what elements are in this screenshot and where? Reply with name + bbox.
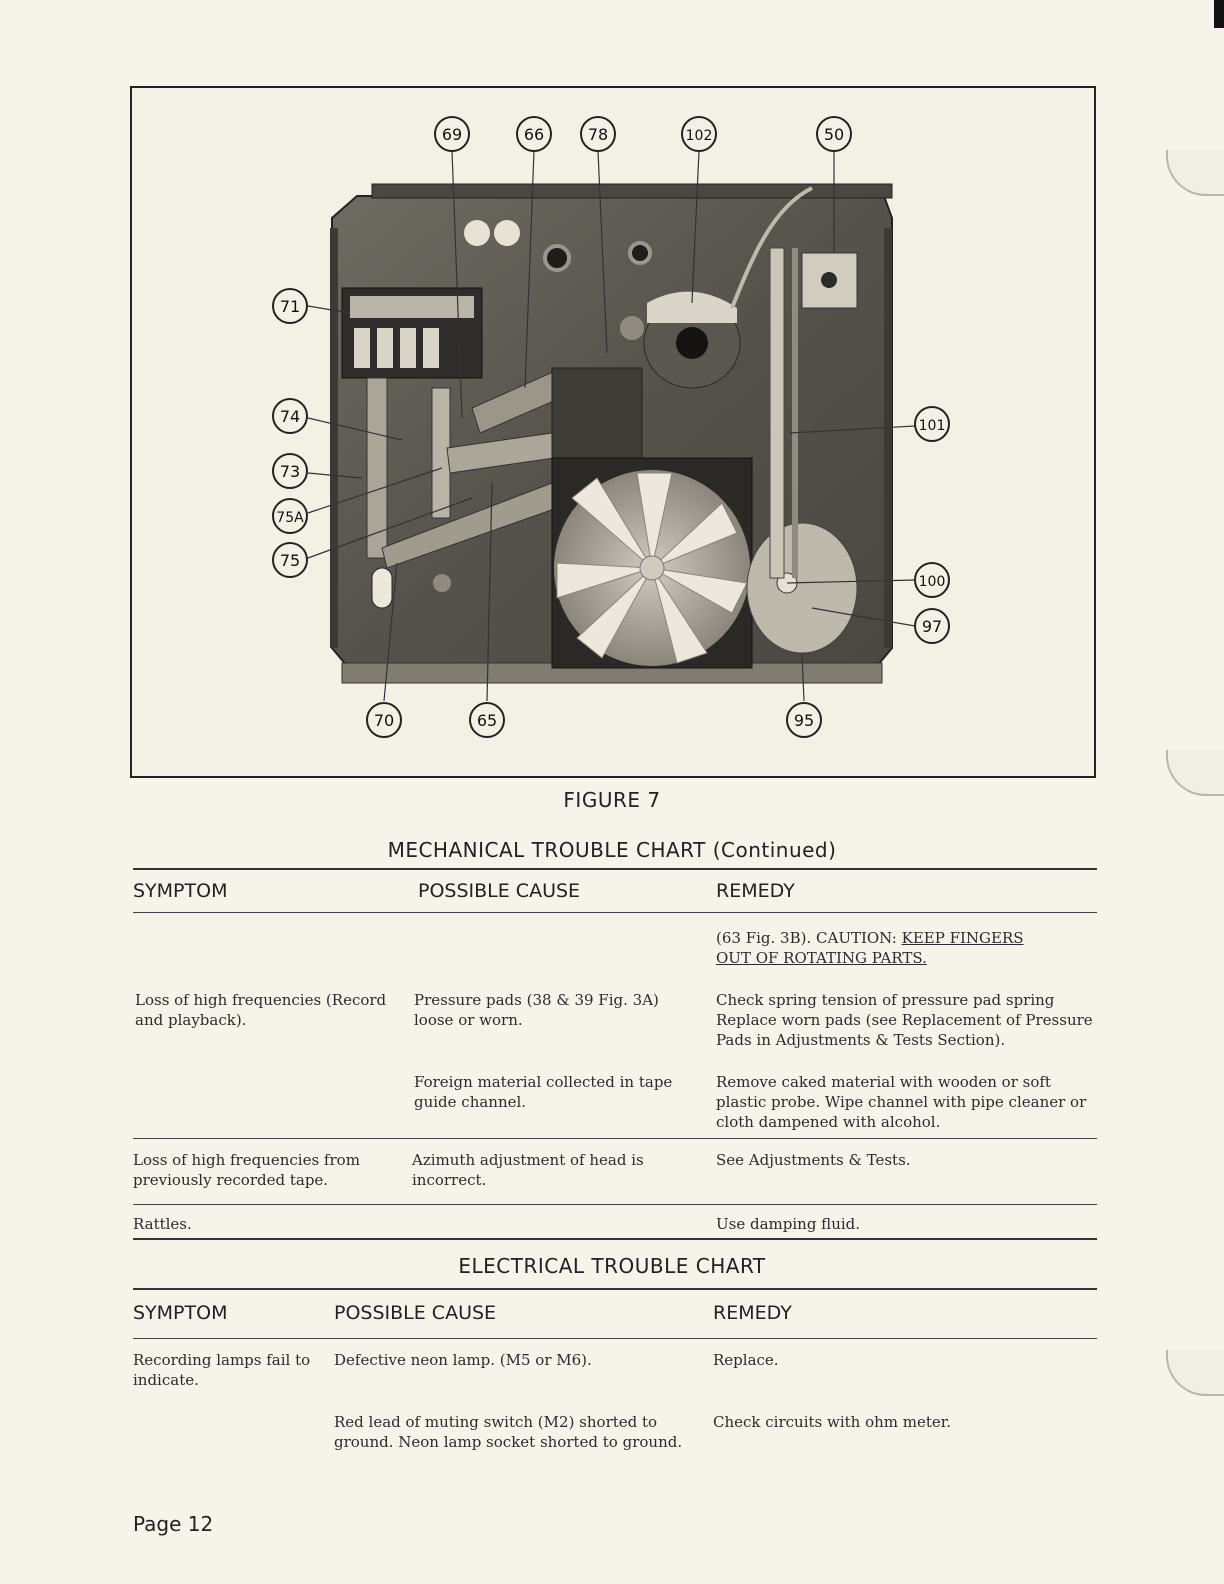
elec-header-cause: POSSIBLE CAUSE: [334, 1302, 497, 1324]
electrical-chart-title: ELECTRICAL TROUBLE CHART: [458, 1254, 766, 1278]
rule: [133, 1238, 1097, 1240]
mech-row-3-symptom: Rattles.: [133, 1215, 192, 1233]
mech-row-1-cause: Foreign material collected in tape guide channel.: [414, 1073, 673, 1111]
mech-row-3-remedy: Use damping fluid.: [716, 1215, 861, 1233]
rule: [133, 1288, 1097, 1290]
rule: [133, 912, 1097, 913]
elec-header-remedy: REMEDY: [713, 1302, 792, 1324]
mech-row-2-symptom: Loss of high frequencies from previously recorded tape.: [133, 1151, 360, 1189]
figure-caption: FIGURE 7: [563, 788, 661, 812]
mech-row-2-remedy: See Adjustments & Tests.: [716, 1151, 911, 1169]
callout-65: 65: [476, 711, 498, 730]
elec-row-0-remedy: Replace.: [713, 1351, 779, 1369]
continued-remedy-text: (63 Fig. 3B). CAUTION:: [716, 929, 902, 947]
callout-75a: 75A: [276, 510, 304, 526]
callout-69: 69: [441, 125, 463, 144]
page-corner-mark: [1214, 0, 1224, 28]
page-number: Page 12: [133, 1512, 214, 1536]
mech-header-symptom: SYMPTOM: [133, 880, 228, 902]
caution-underlined-1: KEEP FINGERS: [901, 929, 1024, 947]
callout-71: 71: [279, 297, 301, 316]
callout-75: 75: [279, 551, 301, 570]
callout-97: 97: [921, 617, 943, 636]
callout-95: 95: [793, 711, 815, 730]
elec-row-1-remedy: Check circuits with ohm meter.: [713, 1413, 952, 1431]
rule: [133, 1204, 1097, 1205]
mech-continued-remedy: [716, 928, 1096, 968]
callout-74: 74: [279, 407, 301, 426]
figure-7-photo: [130, 86, 1096, 778]
callout-100: 100: [918, 574, 946, 590]
mech-row-2-cause: Azimuth adjustment of head is incorrect.: [412, 1151, 644, 1189]
caution-underlined-2: OUT OF ROTATING PARTS.: [716, 949, 927, 967]
mech-row-1-remedy: Remove caked material with wooden or soft plastic probe. Wipe channel with pipe cleaner or cloth dampened with alcohol.: [716, 1073, 1087, 1131]
callout-73: 73: [279, 462, 301, 481]
callout-101: 101: [918, 418, 946, 434]
elec-header-symptom: SYMPTOM: [133, 1302, 228, 1324]
elec-row-0-cause: Defective neon lamp. (M5 or M6).: [334, 1351, 592, 1369]
callout-50: 50: [823, 125, 845, 144]
elec-row-0-symptom: Recording lamps fail to indicate.: [133, 1351, 311, 1389]
rule: [133, 1138, 1097, 1139]
mech-header-cause: POSSIBLE CAUSE: [418, 880, 581, 902]
mech-row-0-cause: Pressure pads (38 & 39 Fig. 3A) loose or worn.: [414, 991, 659, 1029]
mechanism-photo: [132, 88, 1094, 776]
mech-row-0-remedy: Check spring tension of pressure pad spring Replace worn pads (see Replacement of Pressure Pads in Adjustments & Tests Section).: [716, 991, 1093, 1049]
binder-hole-top: [1166, 150, 1224, 196]
elec-row-1-cause: Red lead of muting switch (M2) shorted to ground. Neon lamp socket shorted to ground.: [334, 1413, 683, 1451]
rule: [133, 1338, 1097, 1339]
mech-header-remedy: REMEDY: [716, 880, 795, 902]
mech-row-0-symptom: Loss of high frequencies (Record and playback).: [135, 991, 387, 1029]
callout-78: 78: [587, 125, 609, 144]
mechanical-chart-title: MECHANICAL TROUBLE CHART (Continued): [387, 838, 837, 862]
binder-hole-bottom: [1166, 1350, 1224, 1396]
callout-70: 70: [373, 711, 395, 730]
rule: [133, 868, 1097, 870]
callout-66: 66: [523, 125, 545, 144]
callout-102: 102: [685, 128, 713, 144]
